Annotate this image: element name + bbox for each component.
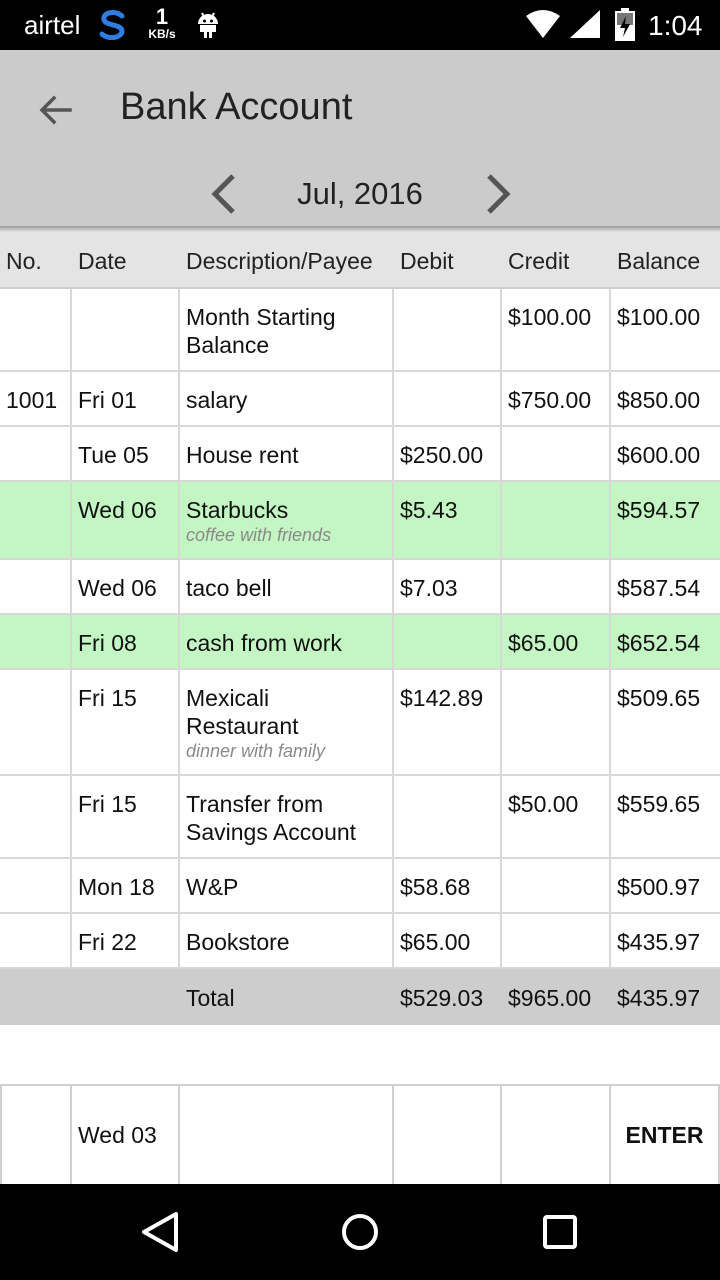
header-no: No. — [0, 232, 72, 289]
nav-back-button[interactable] — [136, 1206, 184, 1261]
cell-no — [0, 289, 72, 372]
network-speed-unit: KB/s — [148, 27, 176, 41]
cell-date: Fri 15 — [72, 776, 180, 859]
cell-balance: $100.00 — [611, 289, 720, 372]
cell-credit — [502, 914, 611, 969]
cell-date: Fri 22 — [72, 914, 180, 969]
cell-credit: $750.00 — [502, 372, 611, 427]
nav-recents-button[interactable] — [536, 1206, 584, 1261]
cell-description — [180, 670, 394, 776]
cell-credit — [502, 670, 611, 776]
cell-date: Fri 08 — [72, 615, 180, 670]
description-text: cash from work — [186, 630, 342, 656]
cell-description — [180, 372, 394, 427]
description-text: Starbucks — [186, 497, 289, 523]
chevron-left-icon — [209, 172, 239, 216]
cell-debit — [394, 615, 502, 670]
cell-description — [180, 615, 394, 670]
navigation-bar — [0, 1184, 720, 1280]
previous-month-button[interactable] — [200, 170, 248, 218]
cell-balance: $500.97 — [611, 859, 720, 914]
cell-credit: $50.00 — [502, 776, 611, 859]
cell-debit: $7.03 — [394, 560, 502, 615]
chevron-right-icon — [483, 172, 513, 216]
entry-description-field[interactable] — [180, 1086, 394, 1184]
description-text: W&P — [186, 874, 239, 900]
cell-balance: $435.97 — [611, 914, 720, 969]
ledger-table — [0, 232, 720, 1025]
new-entry-row — [0, 1084, 720, 1184]
app-bar — [0, 50, 720, 226]
description-text: Mexicali Restaurant — [186, 685, 299, 739]
s-app-icon — [96, 8, 130, 47]
signal-icon — [570, 10, 600, 43]
cell-debit: $58.68 — [394, 859, 502, 914]
table-row[interactable] — [0, 670, 720, 776]
header-balance: Balance — [611, 232, 720, 289]
total-credit: $965.00 — [508, 985, 592, 1011]
table-row[interactable] — [0, 859, 720, 914]
cell-description — [180, 859, 394, 914]
cell-no — [0, 670, 72, 776]
description-text: taco bell — [186, 575, 272, 601]
description-text: House rent — [186, 442, 299, 468]
cell-date: Fri 15 — [72, 670, 180, 776]
square-recents-icon — [536, 1206, 584, 1256]
cell-debit — [394, 372, 502, 427]
table-row[interactable] — [0, 482, 720, 560]
header-credit: Credit — [502, 232, 611, 289]
page-title: Bank Account — [120, 86, 353, 128]
header-debit: Debit — [394, 232, 502, 289]
header-date: Date — [72, 232, 180, 289]
table-row[interactable] — [0, 615, 720, 670]
cell-debit: $250.00 — [394, 427, 502, 482]
cell-debit: $142.89 — [394, 670, 502, 776]
next-month-button[interactable] — [474, 170, 522, 218]
cell-no — [0, 776, 72, 859]
nav-home-button[interactable] — [336, 1206, 384, 1261]
table-header — [0, 232, 720, 289]
cell-description — [180, 482, 394, 560]
triangle-back-icon — [136, 1206, 184, 1256]
cell-description — [180, 776, 394, 859]
cell-no — [0, 615, 72, 670]
cell-balance: $600.00 — [611, 427, 720, 482]
cell-description — [180, 289, 394, 372]
total-no-cell — [0, 969, 72, 1025]
entry-debit-field[interactable] — [394, 1086, 502, 1184]
cell-date: Fri 01 — [72, 372, 180, 427]
description-note: coffee with friends — [186, 525, 332, 545]
cell-no — [0, 482, 72, 560]
month-label: Jul, 2016 — [297, 176, 423, 211]
total-row — [0, 969, 720, 1025]
description-note: dinner with family — [186, 741, 326, 761]
cell-debit — [394, 776, 502, 859]
total-balance: $435.97 — [617, 985, 701, 1011]
enter-button[interactable]: ENTER — [611, 1086, 720, 1184]
cell-balance: $594.57 — [611, 482, 720, 560]
table-row[interactable] — [0, 560, 720, 615]
cell-debit — [394, 289, 502, 372]
total-date-cell — [72, 969, 180, 1025]
description-text: Bookstore — [186, 929, 290, 955]
total-debit: $529.03 — [400, 985, 484, 1011]
description-text: Month Starting Balance — [186, 304, 336, 358]
entry-credit-field[interactable] — [502, 1086, 611, 1184]
cell-date — [72, 289, 180, 372]
cell-credit — [502, 859, 611, 914]
cell-balance: $652.54 — [611, 615, 720, 670]
cell-no — [0, 914, 72, 969]
network-speed-value: 1 — [155, 4, 169, 29]
header-description: Description/Payee — [180, 232, 394, 289]
cell-no — [0, 560, 72, 615]
table-row[interactable] — [0, 776, 720, 859]
cell-debit: $65.00 — [394, 914, 502, 969]
cell-description — [180, 427, 394, 482]
table-row[interactable] — [0, 914, 720, 969]
cell-balance: $587.54 — [611, 560, 720, 615]
cell-credit — [502, 560, 611, 615]
cell-date: Wed 06 — [72, 482, 180, 560]
battery-icon — [614, 8, 636, 47]
circle-home-icon — [336, 1206, 384, 1256]
wifi-icon — [526, 10, 560, 43]
cell-date: Mon 18 — [72, 859, 180, 914]
total-label: Total — [186, 985, 235, 1011]
carrier-label: airtel — [24, 10, 81, 40]
cell-credit — [502, 427, 611, 482]
table-row[interactable] — [0, 289, 720, 372]
back-button[interactable] — [30, 84, 82, 136]
arrow-left-icon — [38, 92, 74, 128]
description-text: salary — [186, 387, 248, 413]
table-row[interactable] — [0, 427, 720, 482]
month-navigator — [0, 166, 720, 222]
cell-credit — [502, 482, 611, 560]
table-row[interactable] — [0, 372, 720, 427]
status-bar — [0, 0, 720, 50]
cell-balance: $559.65 — [611, 776, 720, 859]
android-icon — [196, 10, 220, 45]
entry-date-field[interactable]: Wed 03 — [72, 1086, 180, 1184]
cell-date: Tue 05 — [72, 427, 180, 482]
cell-no: 1001 — [0, 372, 72, 427]
cell-credit: $65.00 — [502, 615, 611, 670]
description-text: Transfer from Savings Account — [186, 791, 357, 845]
cell-date: Wed 06 — [72, 560, 180, 615]
clock: 1:04 — [648, 10, 703, 41]
cell-balance: $850.00 — [611, 372, 720, 427]
cell-description — [180, 560, 394, 615]
network-speed — [142, 6, 182, 40]
cell-debit: $5.43 — [394, 482, 502, 560]
cell-no — [0, 427, 72, 482]
entry-no-field[interactable] — [0, 1086, 72, 1184]
cell-balance: $509.65 — [611, 670, 720, 776]
cell-no — [0, 859, 72, 914]
cell-credit: $100.00 — [502, 289, 611, 372]
cell-description — [180, 914, 394, 969]
